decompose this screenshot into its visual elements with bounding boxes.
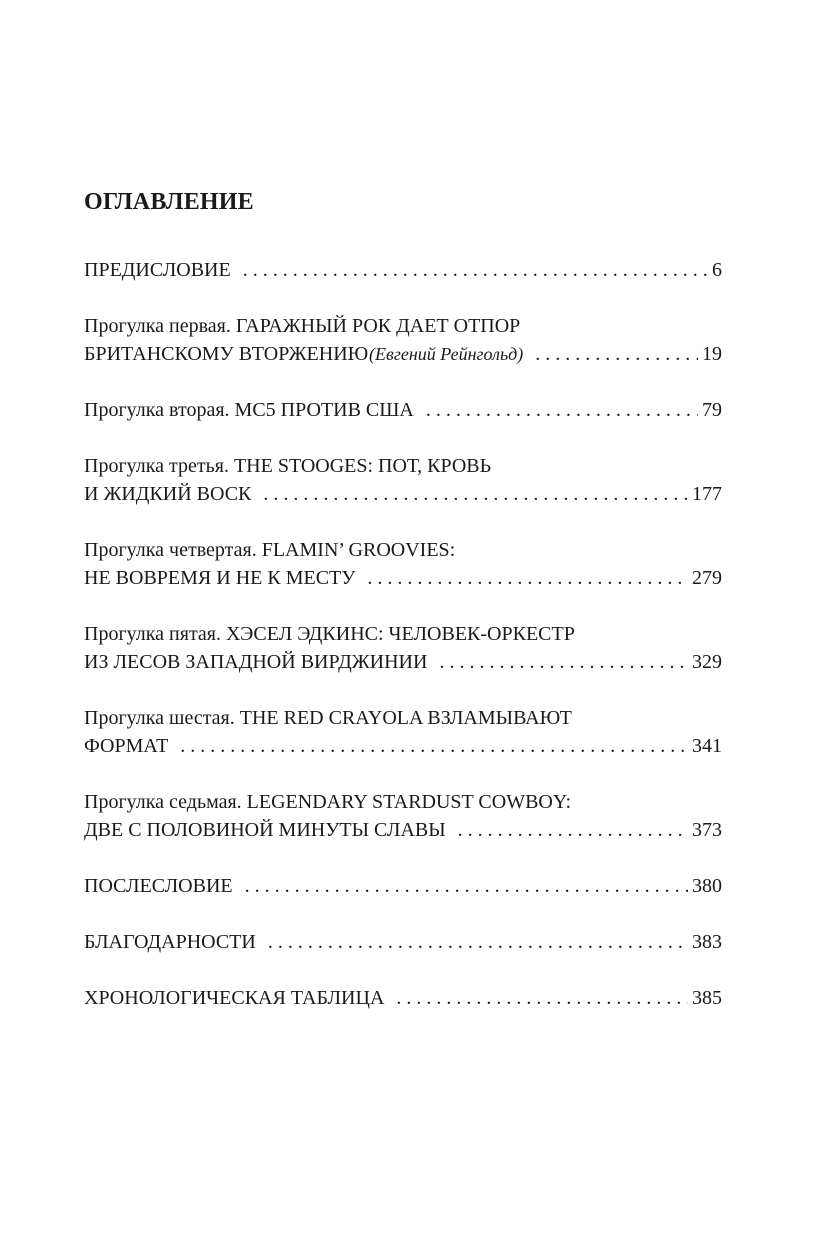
toc-entry-title: ХРОНОЛОГИЧЕСКАЯ ТАБЛИЦА: [84, 987, 385, 1009]
toc-entry-last-line: [84, 984, 722, 1012]
toc-entry[interactable]: [84, 788, 722, 844]
toc-entry[interactable]: [84, 704, 722, 760]
toc-page-number: 177: [692, 483, 722, 505]
toc-entry-first-line: Прогулка пятая. ХЭСЕЛ ЭДКИНС: ЧЕЛОВЕК-ОРКЕСТР: [84, 623, 575, 645]
toc-page-number: 341: [692, 735, 722, 757]
toc-page-number: 6: [712, 259, 722, 281]
toc-entry[interactable]: [84, 396, 722, 424]
toc-dot-leader: [245, 872, 688, 900]
toc-entry[interactable]: [84, 256, 722, 284]
toc-entry[interactable]: [84, 984, 722, 1012]
toc-entry[interactable]: [84, 536, 722, 592]
toc-dot-leader: [263, 480, 688, 508]
toc-page-number: 279: [692, 567, 722, 589]
toc-entry-first-line: Прогулка шестая. THE RED CRAYOLA ВЗЛАМЫВАЮТ: [84, 707, 572, 729]
toc-entry-last-line: [84, 648, 722, 676]
toc-page-number: 385: [692, 987, 722, 1009]
toc-dot-leader: [243, 256, 708, 284]
toc-entry-title: ДВЕ С ПОЛОВИНОЙ МИНУТЫ СЛАВЫ: [84, 819, 446, 841]
toc-page-number: 373: [692, 819, 722, 841]
toc-entry-title: Прогулка вторая. МС5 ПРОТИВ США: [84, 399, 414, 421]
table-of-contents: [84, 182, 722, 1040]
toc-page-number: 380: [692, 875, 722, 897]
toc-entry-last-line: [84, 732, 722, 760]
toc-dot-leader: [426, 396, 698, 424]
toc-entry-first-line: Прогулка первая. ГАРАЖНЫЙ РОК ДАЕТ ОТПОР: [84, 315, 521, 337]
toc-dot-leader: [268, 928, 688, 956]
toc-entry-last-line: [84, 340, 722, 368]
toc-dot-leader: [458, 816, 688, 844]
toc-page-number: 79: [702, 399, 722, 421]
toc-entry-title: ФОРМАТ: [84, 735, 169, 757]
toc-entry-title: И ЖИДКИЙ ВОСК: [84, 483, 252, 505]
toc-entry[interactable]: [84, 928, 722, 956]
toc-dot-leader: [535, 340, 698, 368]
toc-entry-title: ИЗ ЛЕСОВ ЗАПАДНОЙ ВИРДЖИНИИ: [84, 651, 428, 673]
toc-entry-author: (Евгений Рейнгольд): [369, 344, 524, 364]
toc-entry-title: БРИТАНСКОМУ ВТОРЖЕНИЮ: [84, 343, 369, 365]
toc-dot-leader: [439, 648, 688, 676]
toc-entry[interactable]: [84, 872, 722, 900]
toc-entry[interactable]: [84, 452, 722, 508]
toc-entry-last-line: [84, 816, 722, 844]
toc-page-number: 329: [692, 651, 722, 673]
toc-entry-title: ПРЕДИСЛОВИЕ: [84, 259, 231, 281]
toc-entry-first-line: Прогулка третья. THE STOOGES: ПОТ, КРОВЬ: [84, 455, 492, 477]
toc-entry-last-line: [84, 396, 722, 424]
toc-page-number: 19: [702, 343, 722, 365]
toc-list: [84, 256, 722, 1012]
toc-entry-last-line: [84, 872, 722, 900]
toc-dot-leader: [180, 732, 688, 760]
toc-page-number: 383: [692, 931, 722, 953]
toc-entry-last-line: [84, 928, 722, 956]
toc-dot-leader: [396, 984, 688, 1012]
toc-entry-first-line: Прогулка четвертая. FLAMIN’ GROOVIES:: [84, 539, 456, 561]
toc-dot-leader: [367, 564, 688, 592]
toc-entry-title: НЕ ВОВРЕМЯ И НЕ К МЕСТУ: [84, 567, 356, 589]
toc-entry-last-line: [84, 480, 722, 508]
toc-heading: ОГЛАВЛЕНИЕ: [84, 189, 254, 215]
toc-entry-last-line: [84, 256, 722, 284]
toc-entry-first-line: Прогулка седьмая. LEGENDARY STARDUST COWBOY:: [84, 791, 572, 813]
toc-entry-title: БЛАГОДАРНОСТИ: [84, 931, 256, 953]
toc-entry[interactable]: [84, 620, 722, 676]
toc-entry[interactable]: [84, 312, 722, 368]
toc-entry-last-line: [84, 564, 722, 592]
toc-entry-title: ПОСЛЕСЛОВИЕ: [84, 875, 233, 897]
